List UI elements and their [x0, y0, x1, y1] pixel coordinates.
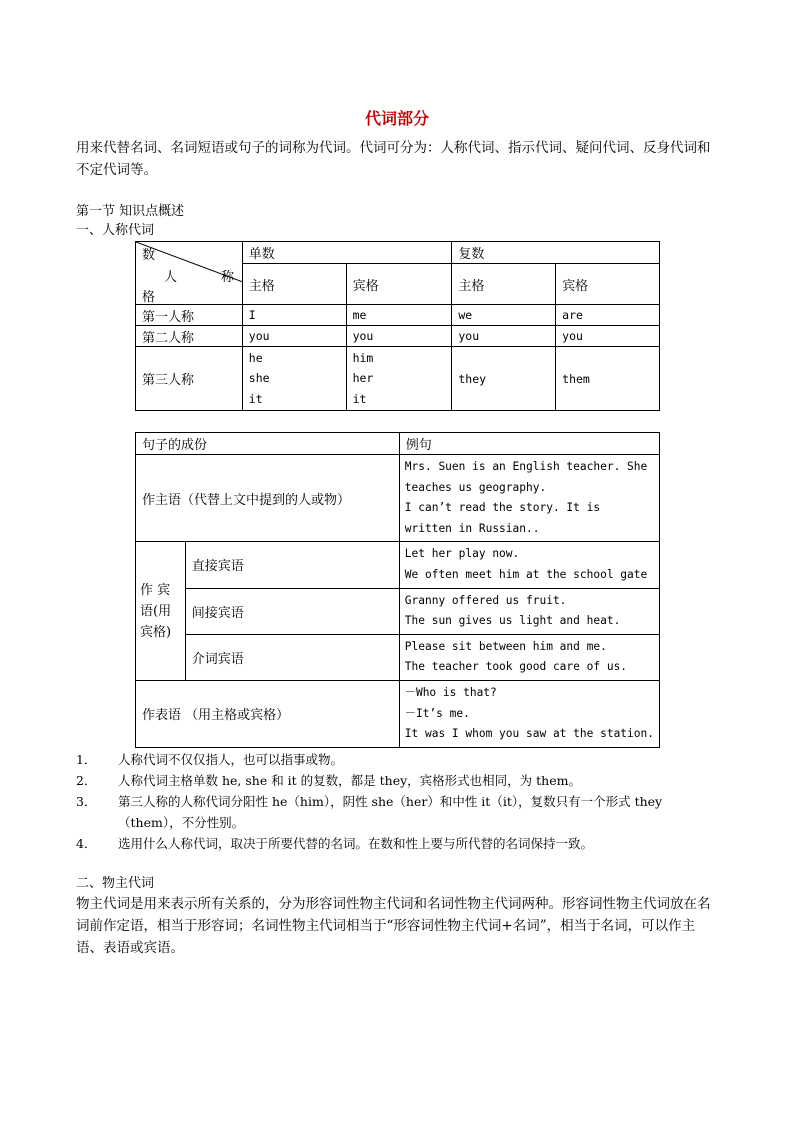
singular-objective-header: 宾格: [346, 264, 452, 305]
example-line: Let her play now.: [404, 547, 520, 561]
section-heading: 第一节 知识点概述: [76, 204, 185, 219]
subsection-heading-possessive: 二、物主代词: [76, 876, 155, 891]
indirect-object-examples: [399, 588, 659, 634]
subject-function-label: 作主语（代替上文中提到的人或物）: [136, 455, 400, 542]
corner-header-cell: [136, 242, 243, 305]
prepositional-object-label: 介词宾语: [185, 634, 399, 680]
row-label-second-person: 第二人称: [136, 326, 243, 347]
note-text: 选用什么人称代词，取决于所要代替的名词。在数和性上要与所代替的名词保持一致。: [118, 836, 594, 851]
possessive-paragraph: 物主代词是用来表示所有关系的，分为形容词性物主代词和名词性物主代词两种。形容词性物主代词放在名词前作定语，相当于形容词；名词性物主代词相当于“形容词性物主代词+名词”，相当于名词，可以作主语、表语或宾语。: [76, 896, 711, 956]
row-label-first-person: 第一人称: [136, 305, 243, 326]
corner-label-called: 称: [221, 270, 235, 285]
pronoun-it: it: [248, 391, 263, 406]
note-number: 2．: [76, 773, 97, 788]
example-line: It was I whom you saw at the station.: [404, 727, 654, 741]
note-text: 人称代词不仅仅指人，也可以指事或物。: [118, 752, 344, 767]
pronoun-her: her: [352, 371, 374, 386]
row-label-third-person: 第三人称: [136, 347, 243, 411]
cell-second-plural-nominative: you: [452, 326, 556, 347]
example-line: Granny offered us fruit.: [404, 593, 567, 607]
singular-header: 单数: [242, 242, 452, 264]
plural-nominative-header: 主格: [452, 264, 556, 305]
example-line: written in Russian..: [404, 521, 540, 535]
header-sentence-function: 句子的成份: [136, 433, 400, 455]
note-number: 1．: [76, 752, 97, 767]
note-text: 第三人称的人称代词分阳性 he（him），阴性 she（her）和中性 it（it），复数只有一个形式 they（them），不分性别。: [118, 794, 663, 830]
predicative-function-label: 作表语 （用主格或宾格）: [136, 680, 400, 747]
object-group-line: 宾格): [140, 624, 172, 640]
pronoun-she: she: [248, 371, 270, 386]
pronoun-he: he: [248, 350, 263, 365]
pronoun-it-objective: it: [352, 391, 367, 406]
page-title: 代词部分: [364, 109, 429, 128]
subsection-heading-personal: 一、人称代词: [76, 223, 155, 238]
note-item: [76, 770, 720, 791]
plural-header: 复数: [452, 242, 660, 264]
example-line: －Who is that?: [404, 685, 497, 699]
cell-third-singular-nominative: [242, 347, 346, 411]
cell-second-singular-nominative: you: [242, 326, 346, 347]
cell-first-plural-objective: are: [556, 305, 660, 326]
note-text: 人称代词主格单数 he, she 和 it 的复数，都是 they，宾格形式也相同，为 them。: [118, 773, 581, 788]
singular-nominative-header: 主格: [242, 264, 346, 305]
note-item: [76, 791, 720, 833]
corner-label-person: 人: [164, 270, 178, 285]
personal-pronoun-table: [135, 241, 660, 411]
prepositional-object-examples: [399, 634, 659, 680]
predicative-examples: [399, 680, 659, 747]
example-line: teaches us geography.: [404, 480, 547, 494]
example-line: －It’s me.: [404, 706, 470, 720]
direct-object-label: 直接宾语: [185, 542, 399, 588]
corner-label-number: 数: [142, 248, 156, 263]
corner-label-case: 格: [142, 290, 156, 305]
note-item: [76, 749, 720, 770]
plural-objective-header: 宾格: [556, 264, 660, 305]
example-line: We often meet him at the school gate: [404, 567, 648, 581]
cell-third-singular-objective: [346, 347, 452, 411]
example-line: Please sit between him and me.: [404, 639, 607, 653]
direct-object-examples: [399, 542, 659, 588]
note-number: 3．: [76, 794, 97, 809]
note-item: [76, 833, 720, 854]
cell-first-plural-nominative: we: [452, 305, 556, 326]
pronoun-him: him: [352, 350, 374, 365]
example-line: The teacher took good care of us.: [404, 660, 628, 674]
cell-second-plural-objective: you: [556, 326, 660, 347]
object-group-label: [136, 542, 186, 681]
cell-first-singular-nominative: I: [242, 305, 346, 326]
object-group-line: 作 宾: [140, 582, 171, 598]
note-number: 4．: [76, 836, 97, 851]
cell-third-plural-nominative: they: [452, 347, 556, 411]
notes-list: [76, 749, 720, 854]
cell-second-singular-objective: you: [346, 326, 452, 347]
example-line: I can’t read the story. It is: [404, 501, 601, 515]
example-line: Mrs. Suen is an English teacher. She: [404, 460, 648, 473]
header-example: 例句: [399, 433, 659, 455]
cell-first-singular-objective: me: [346, 305, 452, 326]
intro-paragraph: 用来代替名词、名词短语或句子的词称为代词。代词可分为：人称代词、指示代词、疑问代词、反身代词和不定代词等。: [76, 140, 711, 178]
indirect-object-label: 间接宾语: [185, 588, 399, 634]
subject-examples: [399, 455, 659, 542]
example-line: The sun gives us light and heat.: [404, 614, 621, 628]
sentence-function-table: [135, 432, 660, 748]
cell-third-plural-objective: them: [556, 347, 660, 411]
object-group-line: 语(用: [140, 603, 172, 619]
